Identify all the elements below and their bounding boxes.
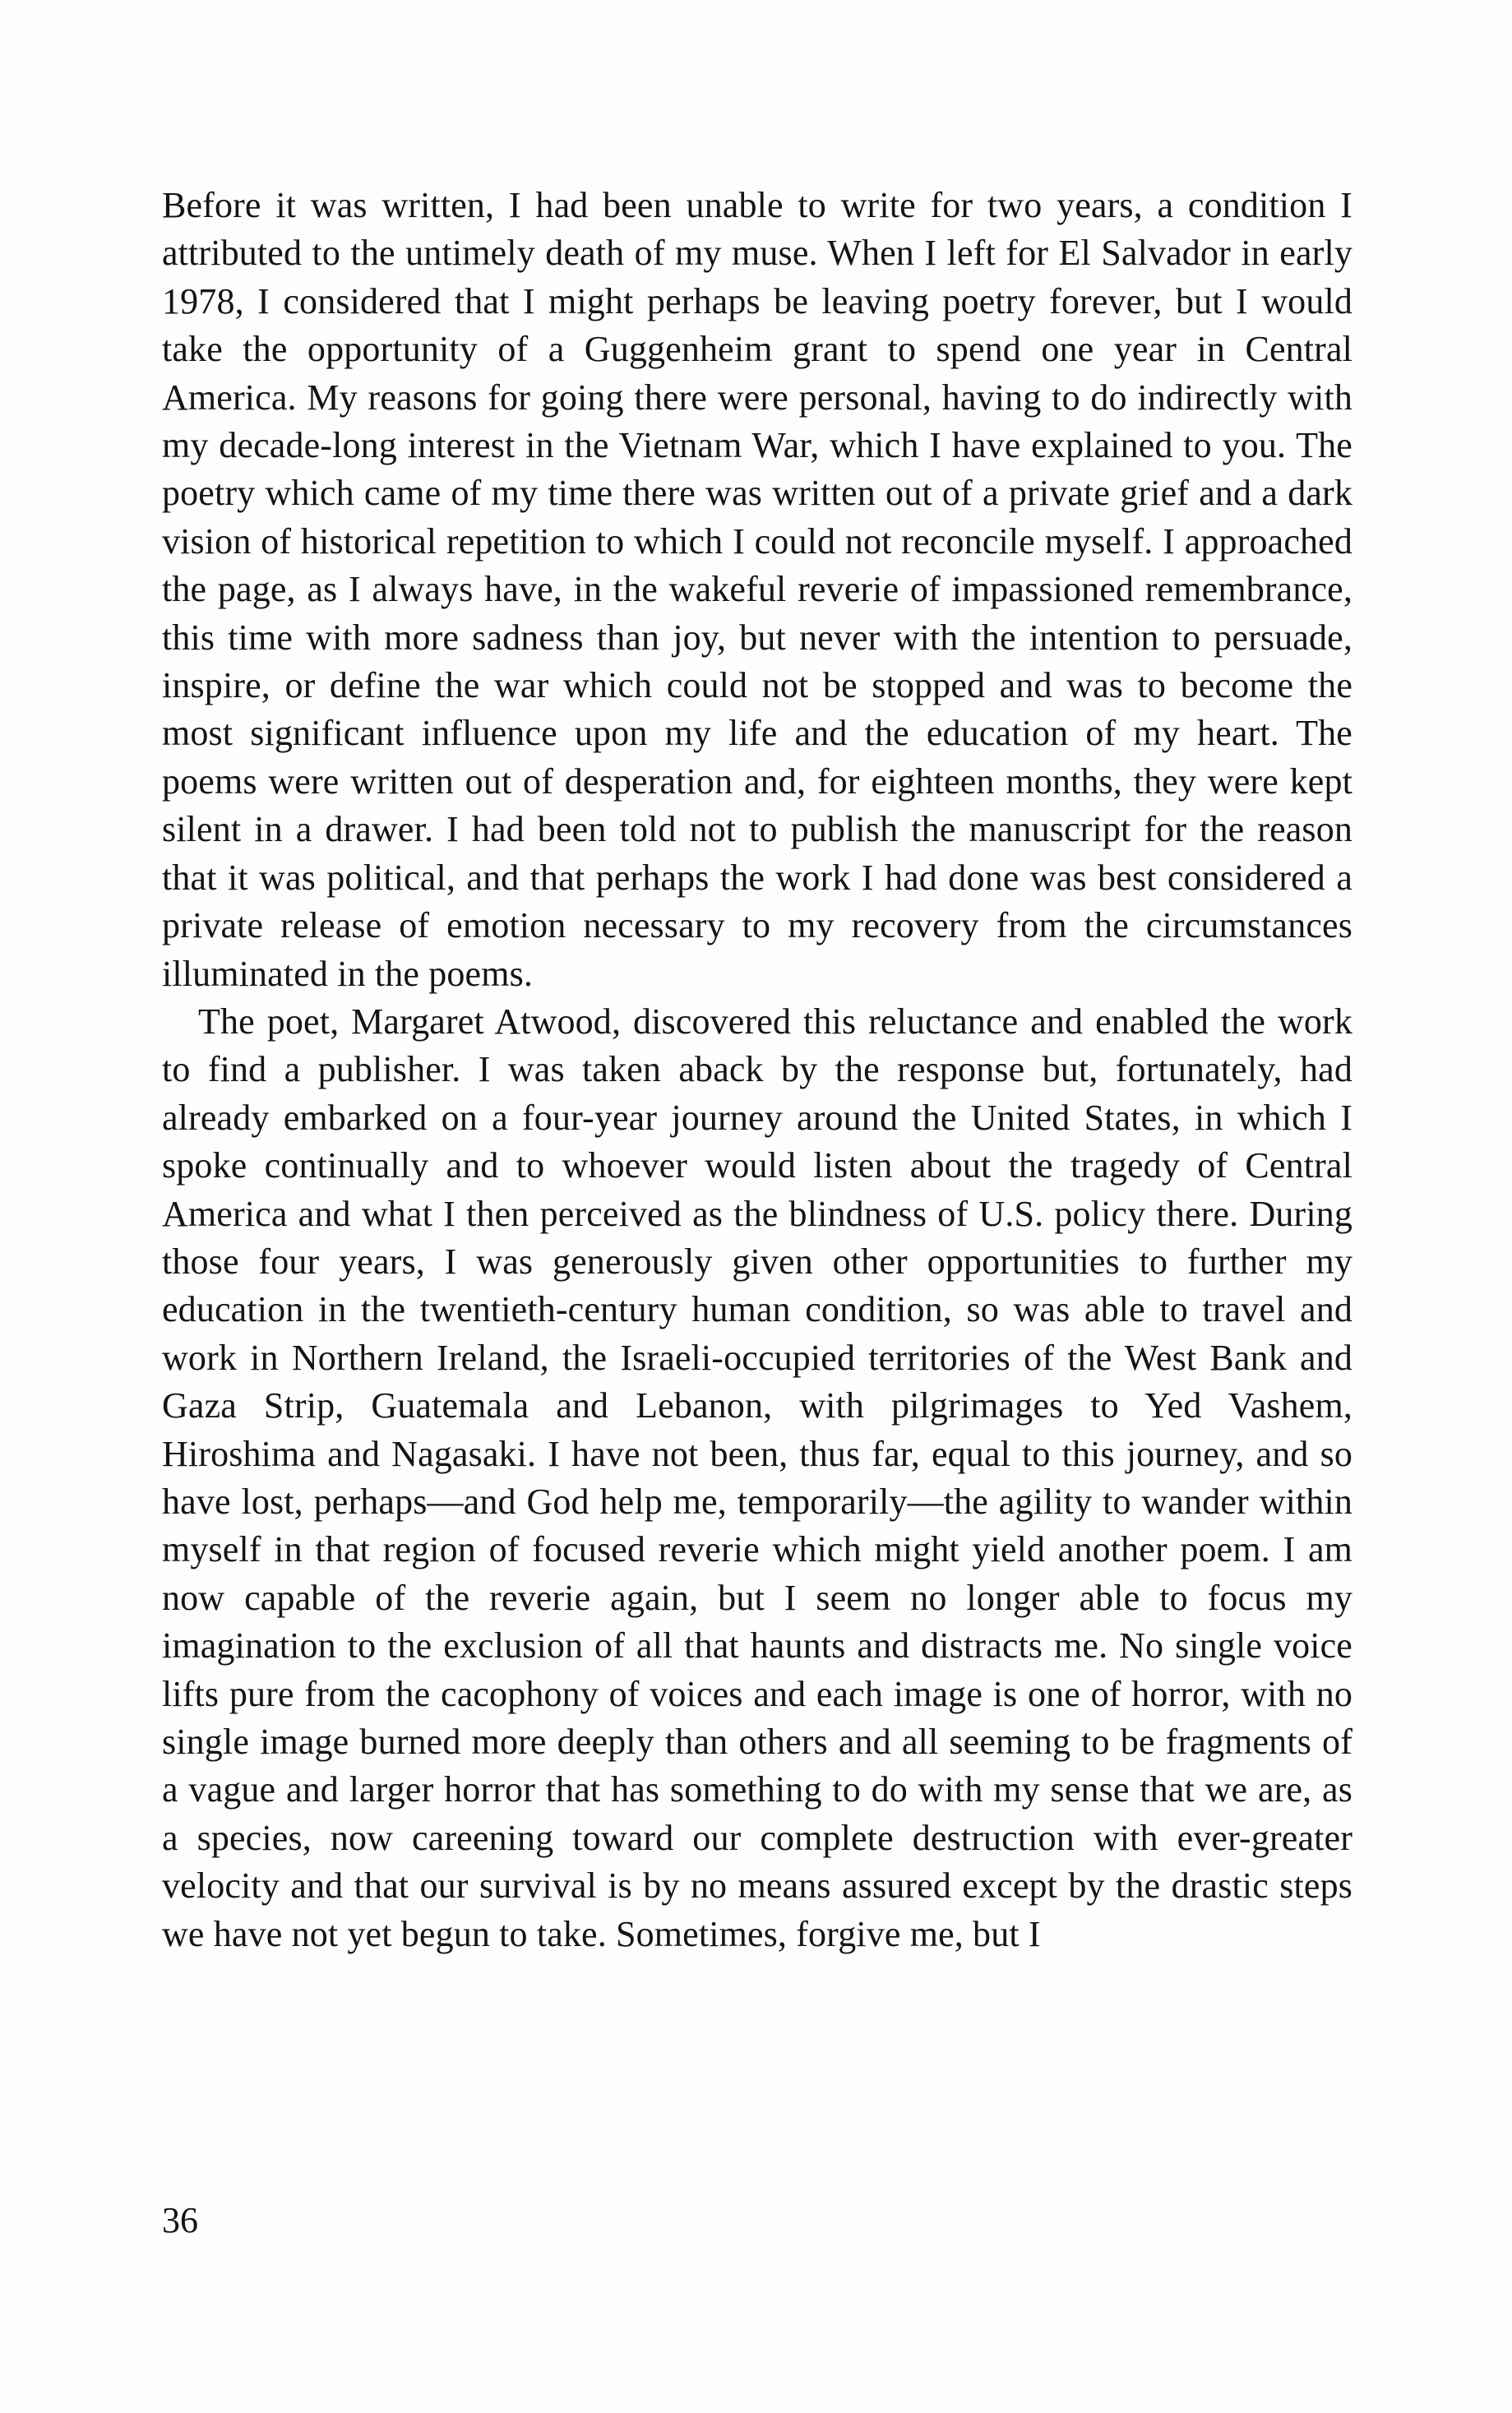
page-number: 36 — [162, 2200, 198, 2240]
body-text — [162, 182, 1352, 1958]
paragraph-1: Before it was written, I had been unable to write for two years, a condition I attributed to the untimely death of my muse. When I left for El Salvador in early 1978, I considered that I might perhaps be leaving poetry forever, but I would take the opportunity of a Guggenheim grant to spend one year in Central America. My reasons for going there were personal, having to do indirectly with my decade-long interest in the Vietnam War, which I have explained to you. The poetry which came of my time there was written out of a private grief and a dark vision of historical repetition to which I could not reconcile myself. I approached the page, as I always have, in the wakeful reverie of impassioned remembrance, this time with more sadness than joy, but never with the intention to persuade, inspire, or define the war which could not be stopped and was to become the most significant influence upon my life and the education of my heart. The poems were written out of desperation and, for eighteen months, they were kept silent in a drawer. I had been told not to publish the manuscript for the reason that it was political, and that perhaps the work I had done was best considered a private release of emotion necessary to my recovery from the circumstances illuminated in the poems. — [162, 185, 1352, 994]
paragraph-2: The poet, Margaret Atwood, discovered this reluctance and enabled the work to find a publisher. I was taken aback by the response but, fortunately, had already embarked on a four-year journey around the United States, in which I spoke continually and to whoever would listen about the tragedy of Central America and what I then perceived as the blindness of U.S. policy there. During those four years, I was generously given other opportunities to further my education in the twentieth-century human condition, so was able to travel and work in Northern Ireland, the Israeli-occupied territories of the West Bank and Gaza Strip, Guatemala and Lebanon, with pilgrimages to Yed Vashem, Hiroshima and Nagasaki. I have not been, thus far, equal to this journey, and so have lost, perhaps—and God help me, temporarily—the agility to wander within myself in that region of focused reverie which might yield another poem. I am now capable of the reverie again, but I seem no longer able to focus my imagination to the exclusion of all that haunts and distracts me. No single voice lifts pure from the cacophony of voices and each image is one of horror, with no single image burned more deeply than others and all seeming to be fragments of a vague and larger horror that has something to do with my sense that we are, as a species, now careening toward our complete destruction with ever-greater velocity and that our survival is by no means assured except by the drastic steps we have not yet begun to take. Sometimes, forgive me, but I — [162, 1001, 1352, 1954]
